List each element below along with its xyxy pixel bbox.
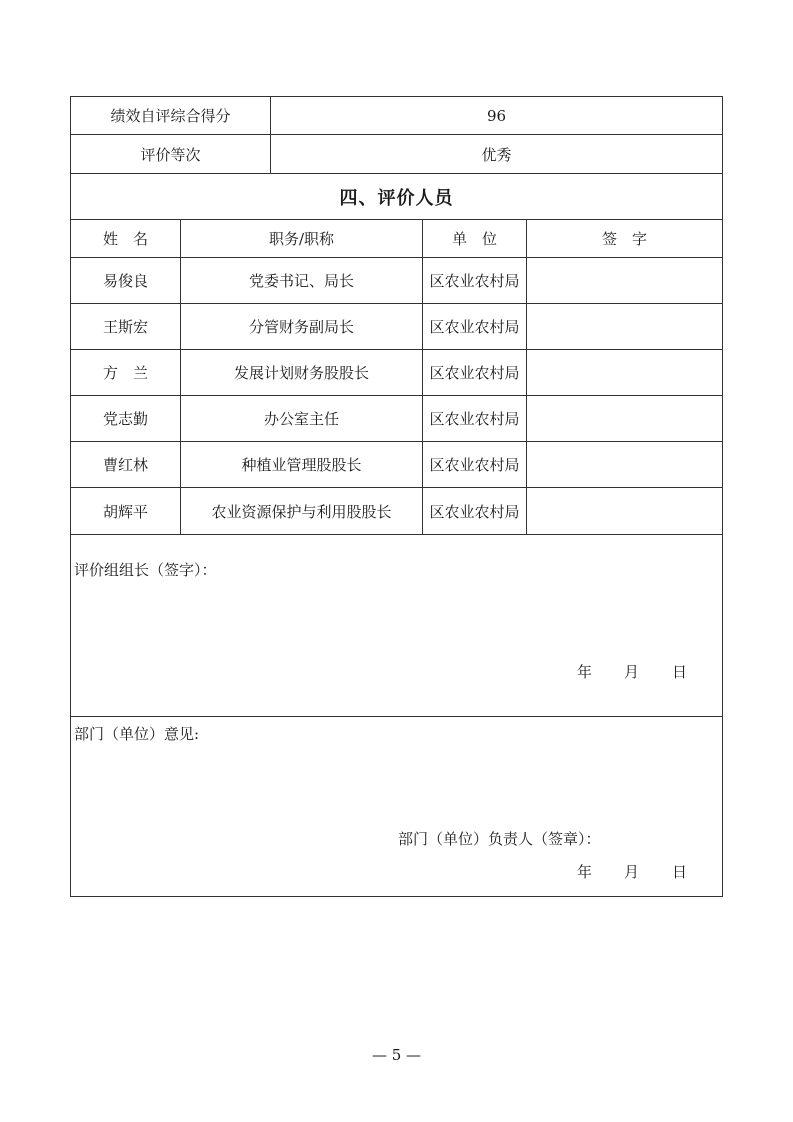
- row-title: 农业资源保护与利用股股长: [211, 502, 392, 521]
- grade-label: 评价等次: [140, 145, 201, 164]
- row-title: 党委书记、局长: [248, 272, 354, 290]
- row-unit: 区农业农村局: [429, 410, 520, 428]
- dept-opinion-label: 部门（单位）意见:: [74, 725, 200, 743]
- leader-sign-label: 评价组组长（签字）：: [74, 561, 217, 579]
- score-value: 96: [486, 106, 507, 125]
- row-signature-field[interactable]: [527, 350, 722, 395]
- dept-opinion-month: 月: [624, 863, 640, 881]
- divider: [71, 534, 722, 535]
- row-title: 种植业管理股股长: [241, 456, 362, 474]
- leader-sign-year: 年: [577, 663, 593, 681]
- row-name: 党志勤: [102, 410, 148, 428]
- dept-responsible-label: 部门（单位）负责人（签章）：: [398, 830, 601, 848]
- row-signature-field[interactable]: [527, 488, 722, 534]
- row-unit: 区农业农村局: [429, 456, 520, 474]
- row-name: 易俊良: [102, 272, 148, 290]
- row-title: 发展计划财务股股长: [233, 364, 369, 382]
- leader-sign-day: 日: [672, 663, 688, 681]
- row-unit: 区农业农村局: [429, 318, 520, 336]
- header-signature: 签 字: [601, 230, 647, 248]
- grade-value: 优秀: [481, 145, 512, 164]
- dept-opinion-day: 日: [672, 863, 688, 881]
- row-name: 曹红林: [102, 456, 148, 474]
- row-name: 胡辉平: [102, 502, 148, 521]
- header-unit: 单 位: [451, 230, 497, 248]
- row-unit: 区农业农村局: [429, 502, 520, 521]
- row-name: 王斯宏: [102, 318, 148, 336]
- page-number: — 5 —: [371, 1046, 422, 1064]
- row-title: 分管财务副局长: [248, 318, 354, 336]
- dept-opinion-year: 年: [577, 863, 593, 881]
- score-label: 绩效自评综合得分: [110, 107, 231, 125]
- evaluation-form: [70, 96, 723, 897]
- divider: [71, 716, 722, 717]
- section-title: 四、评价人员: [339, 187, 454, 209]
- row-signature-field[interactable]: [527, 258, 722, 303]
- row-signature-field[interactable]: [527, 396, 722, 441]
- row-signature-field[interactable]: [527, 442, 722, 487]
- header-title: 职务/职称: [268, 230, 335, 248]
- leader-sign-month: 月: [624, 663, 640, 681]
- row-unit: 区农业农村局: [429, 364, 520, 382]
- row-name: 方 兰: [102, 364, 148, 382]
- row-title: 办公室主任: [263, 410, 339, 428]
- row-signature-field[interactable]: [527, 304, 722, 349]
- row-unit: 区农业农村局: [429, 272, 520, 290]
- header-name: 姓 名: [102, 230, 148, 248]
